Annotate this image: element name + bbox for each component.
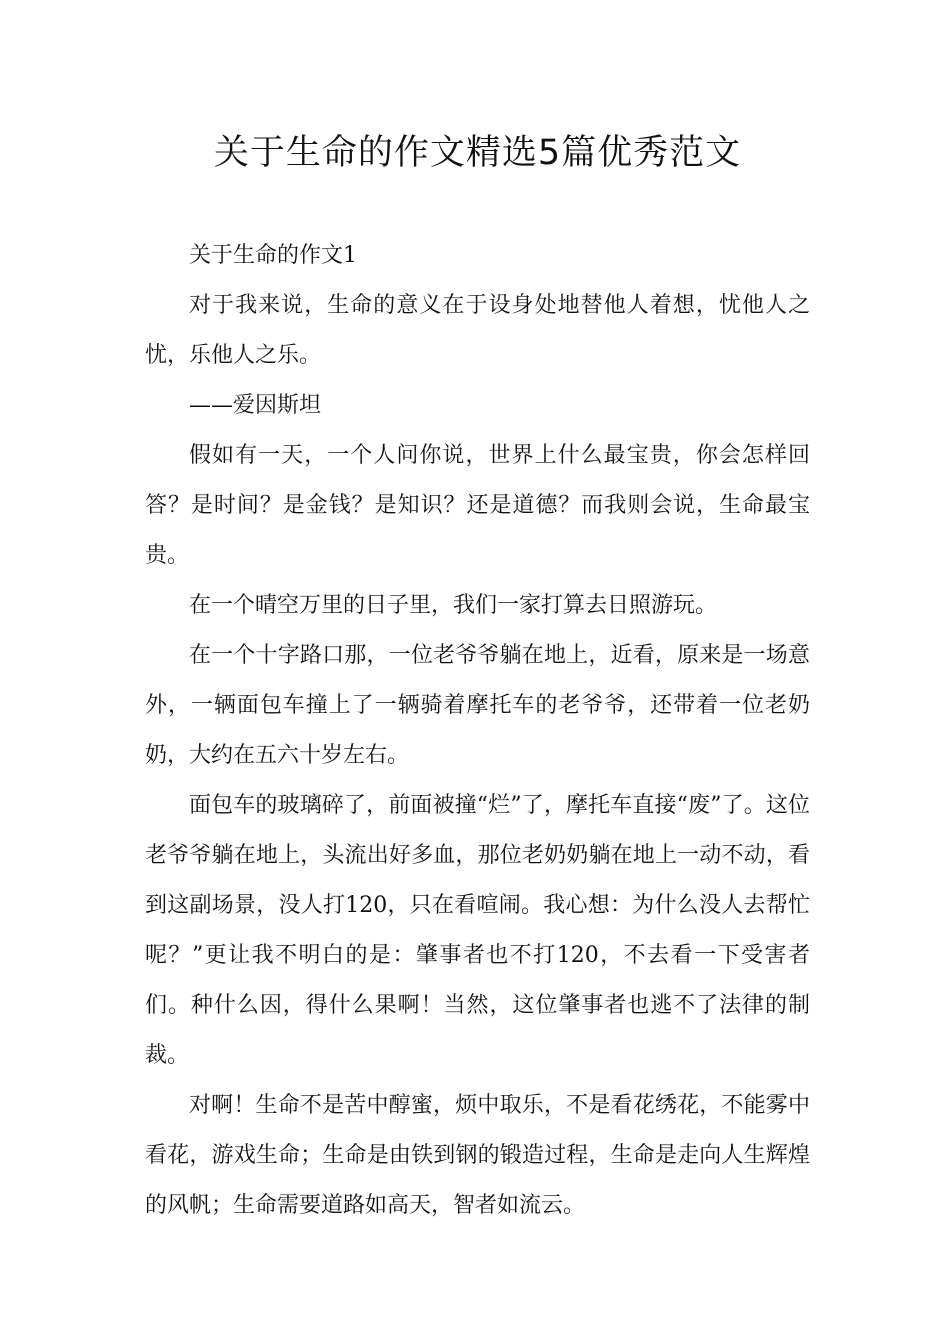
body-paragraph: 对啊！生命不是苦中醇蜜，烦中取乐，不是看花绣花，不能雾中看花，游戏生命；生命是由铁到钢的锻造过程，生命是走向人生辉煌的风帆；生命需要道路如高天，智者如流云。 (145, 1093, 810, 1218)
essay-heading: 关于生命的作文1 (189, 243, 357, 268)
body-paragraph: 假如有一天，一个人问你说，世界上什么最宝贵，你会怎样回答？是时间？是金钱？是知识？还是道德？而我则会说，生命最宝贵。 (145, 443, 810, 568)
document-body (145, 231, 810, 1231)
quote-paragraph: 对于我来说，生命的意义在于设身处地替他人着想，忧他人之忧，乐他人之乐。 (145, 293, 810, 368)
body-paragraph: 在一个十字路口那，一位老爷爷躺在地上，近看，原来是一场意外，一辆面包车撞上了一辆骑着摩托车的老爷爷，还带着一位老奶奶，大约在五六十岁左右。 (145, 643, 810, 768)
body-paragraph: 在一个晴空万里的日子里，我们一家打算去日照游玩。 (189, 593, 718, 618)
document-title: 关于生命的作文精选5篇优秀范文 (213, 133, 742, 173)
body-paragraph: 面包车的玻璃碎了，前面被撞“烂”了，摩托车直接“废”了。这位老爷爷躺在地上，头流出好多血，那位老奶奶躺在地上一动不动，看到这副场景，没人打120，只在看喧闹。我心想：为什么没人去帮忙呢？”更让我不明白的是：肇事者也不打120，不去看一下受害者们。种什么因，得什么果啊！当然，这位肇事者也逃不了法律的制裁。 (145, 793, 810, 1068)
quote-attribution: ——爱因斯坦 (189, 393, 322, 418)
